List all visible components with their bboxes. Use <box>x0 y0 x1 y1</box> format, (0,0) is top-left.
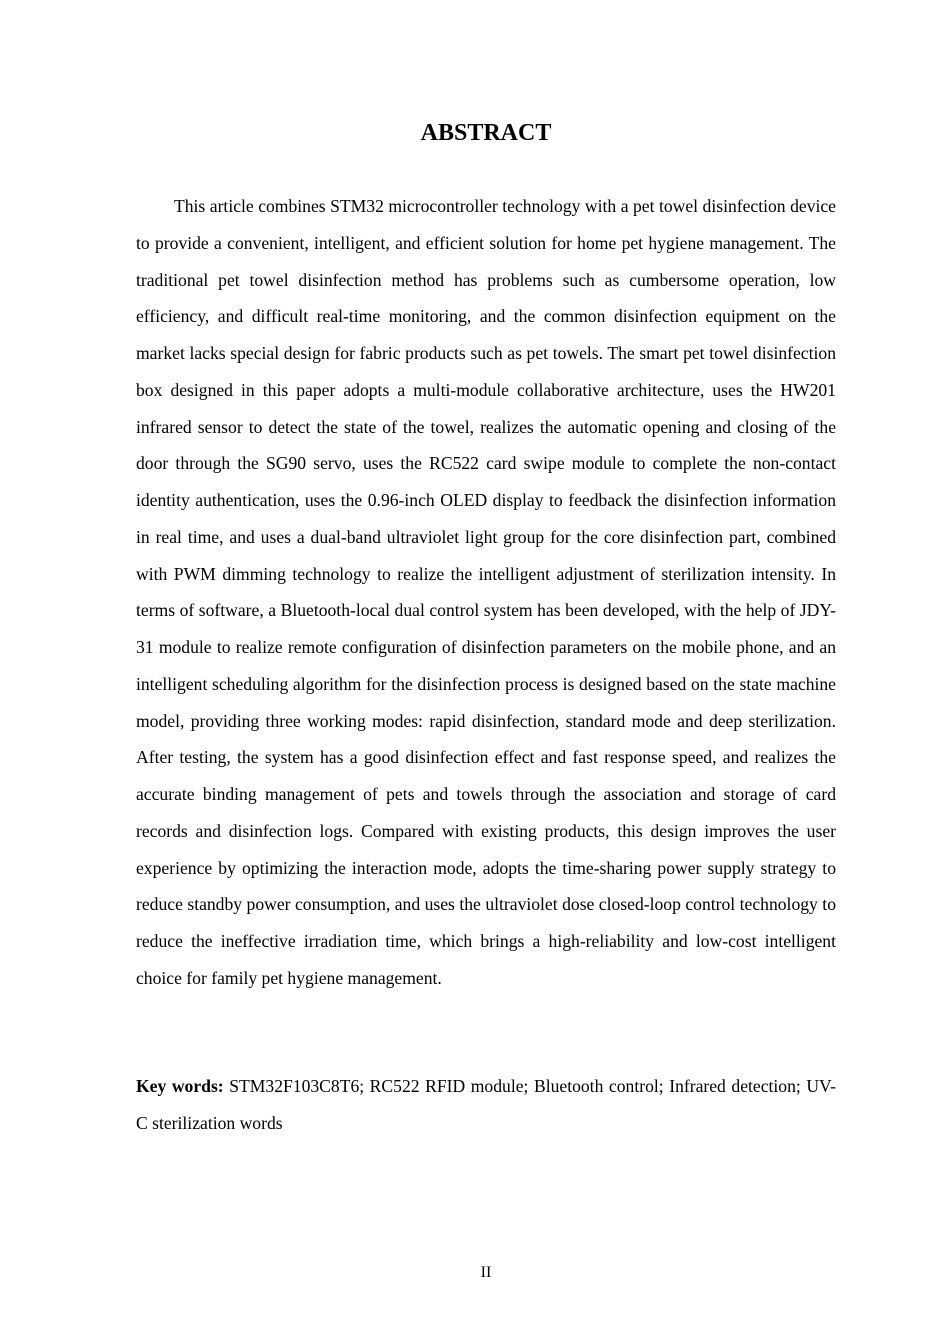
keywords-paragraph <box>136 1068 836 1142</box>
page-number: II <box>480 1264 492 1281</box>
keywords-label: Key words: <box>136 1076 224 1096</box>
abstract-paragraph: This article combines STM32 microcontroller technology with a pet towel disinfection device to provide a convenient, intelligent, and efficient solution for home pet hygiene management. The traditional pet towel disinfection method has problems such as cumbersome operation, low efficiency, and difficult real-time monitoring, and the common disinfection equipment on the market lacks special design for fabric products such as pet towels. The smart pet towel disinfection box designed in this paper adopts a multi-module collaborative architecture, uses the HW201 infrared sensor to detect the state of the towel, realizes the automatic opening and closing of the door through the SG90 servo, uses the RC522 card swipe module to complete the non-contact identity authentication, uses the 0.96-inch OLED display to feedback the disinfection information in real time, and uses a dual-band ultraviolet light group for the core disinfection part, combined with PWM dimming technology to realize the intelligent adjustment of sterilization intensity. In terms of software, a Bluetooth-local dual control system has been developed, with the help of JDY-31 module to realize remote configuration of disinfection parameters on the mobile phone, and an intelligent scheduling algorithm for the disinfection process is designed based on the state machine model, providing three working modes: rapid disinfection, standard mode and deep sterilization. After testing, the system has a good disinfection effect and fast response speed, and realizes the accurate binding management of pets and towels through the association and storage of card records and disinfection logs. Compared with existing products, this design improves the user experience by optimizing the interaction mode, adopts the time-sharing power supply strategy to reduce standby power consumption, and uses the ultraviolet dose closed-loop control technology to reduce the ineffective irradiation time, which brings a high-reliability and low-cost intelligent choice for family pet hygiene management. <box>136 196 836 988</box>
keywords-text: STM32F103C8T6; RC522 RFID module; Bluetooth control; Infrared detection; UV-C sterilization words <box>136 1076 836 1133</box>
abstract-title: ABSTRACT <box>420 120 552 146</box>
